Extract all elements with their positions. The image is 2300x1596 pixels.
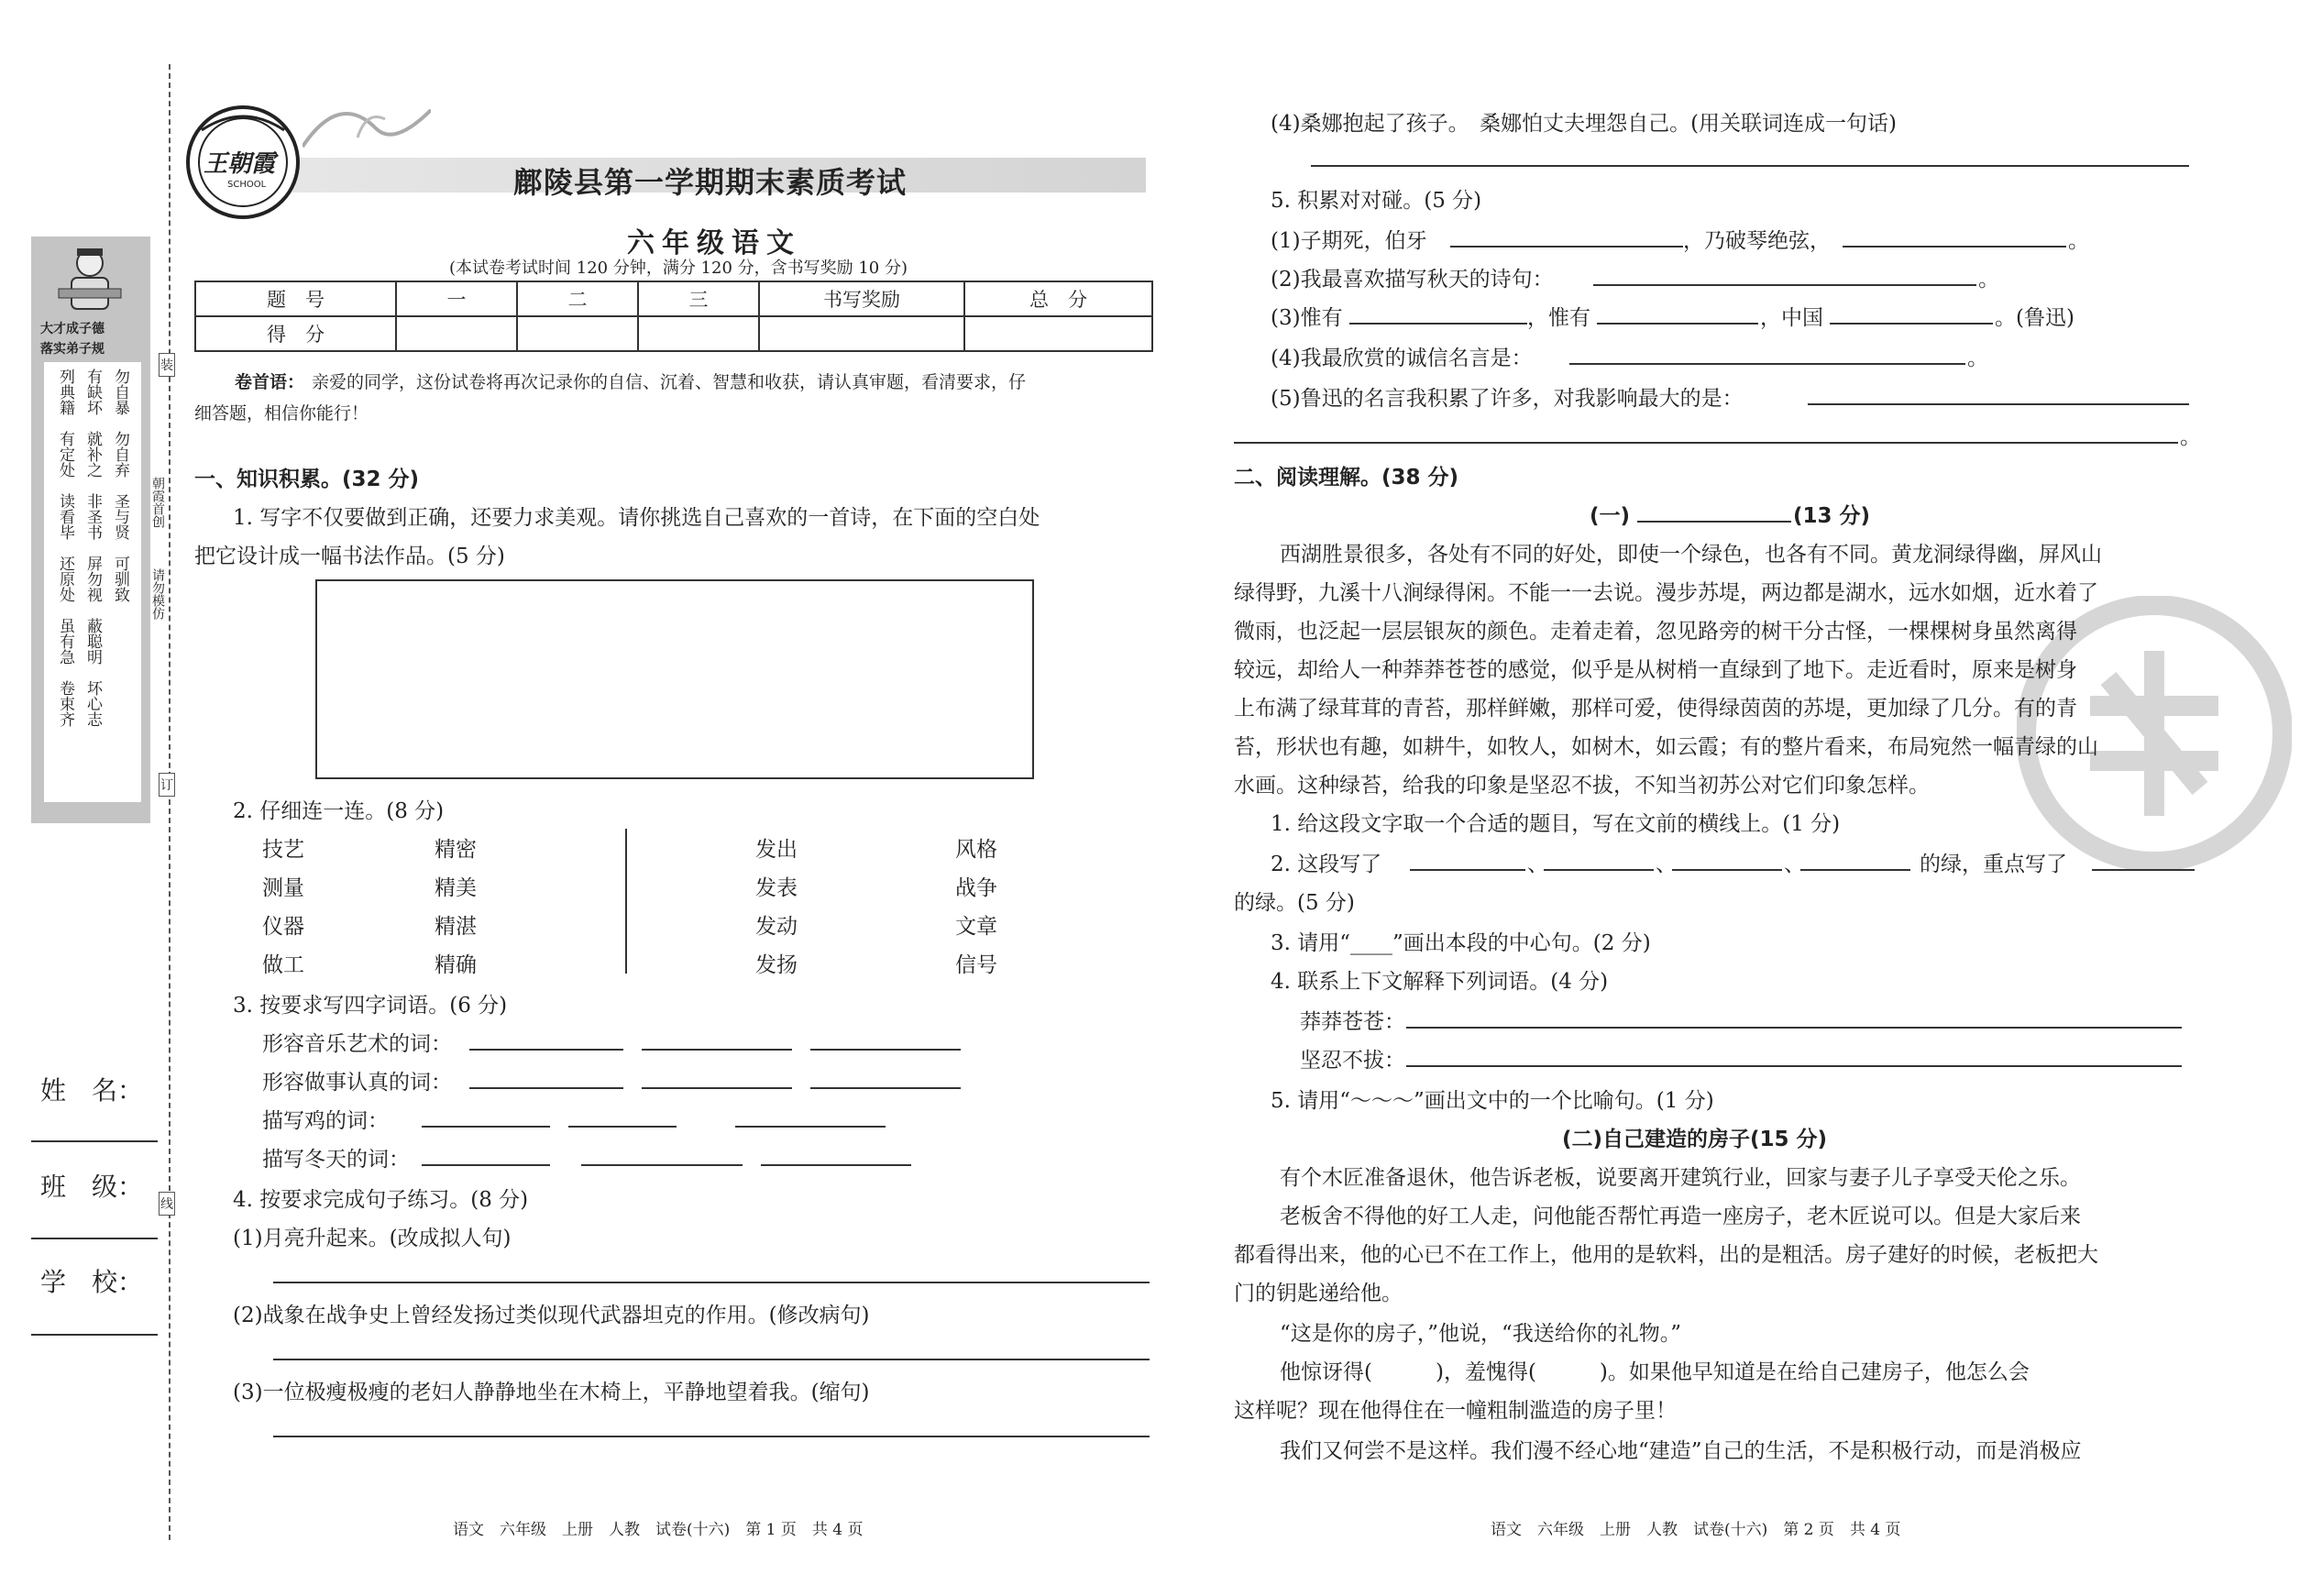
q4-3-answer[interactable]	[273, 1436, 1150, 1437]
q5-5-blank-1[interactable]	[1808, 403, 2189, 405]
match-right-b-3[interactable]: 文章	[955, 915, 997, 939]
q3-4-blank-3[interactable]	[761, 1164, 911, 1166]
notice-1: 朝霞首创	[150, 477, 165, 528]
q5-5-period: 。	[2180, 425, 2201, 449]
q3-item-2: 形容做事认真的词：	[262, 1071, 452, 1095]
match-left-b-1[interactable]: 精密	[435, 838, 477, 862]
score-cell[interactable]	[396, 316, 517, 351]
passage-1-line-1: 西湖胜景很多，各处有不同的好处，即使一个绿色，也各有不同。黄龙洞绿得幽，屏风山	[1280, 543, 2102, 567]
match-left-a-1[interactable]: 技艺	[262, 838, 304, 862]
sidebar-motto-1: 大才成子德	[40, 322, 105, 336]
q3-1-blank-2[interactable]	[642, 1049, 792, 1051]
q1-line-2: 把它设计成一幅书法作品。(5 分)	[194, 545, 505, 568]
score-header-writing: 书写奖励	[759, 281, 964, 316]
p1-q2-sep-2: 、	[1656, 853, 1677, 876]
q3-3-blank-2[interactable]	[568, 1126, 677, 1128]
passage-1-title-a: (一)	[1590, 504, 1631, 528]
match-left-a-4[interactable]: 做工	[262, 953, 304, 977]
match-right-a-1[interactable]: 发出	[755, 838, 798, 862]
passage-2-line-6: 他惊讶得( )，羞愧得( )。如果他早知道是在给自己建房子，他怎么会	[1280, 1360, 2030, 1384]
score-cell[interactable]	[964, 316, 1152, 351]
q3-1-blank-3[interactable]	[810, 1049, 961, 1051]
p1-q2-blank-1[interactable]	[1410, 869, 1525, 871]
q2-title: 2. 仔细连一连。(8 分)	[233, 799, 445, 823]
q3-3-blank-3[interactable]	[735, 1126, 886, 1128]
q4-2-answer[interactable]	[273, 1359, 1150, 1360]
q3-4-blank-1[interactable]	[422, 1164, 550, 1166]
match-left-a-3[interactable]: 仪器	[262, 915, 304, 939]
q3-2-blank-3[interactable]	[810, 1087, 961, 1089]
q4-1-answer[interactable]	[273, 1282, 1150, 1283]
score-header-label: 题 号	[195, 281, 396, 316]
match-right-a-3[interactable]: 发动	[755, 915, 798, 939]
q3-3-blank-1[interactable]	[422, 1126, 550, 1128]
footer-right: 语文 六年级 上册 人教 试卷(十六) 第 2 页 共 4 页	[1491, 1521, 1901, 1539]
q5-2-period: 。	[1978, 268, 1999, 292]
school-label: 学 校：	[40, 1267, 144, 1297]
passage-2-line-4: 门的钥匙递给他。	[1234, 1282, 1403, 1305]
q3-item-3: 描写鸡的词：	[262, 1109, 389, 1133]
p1-q2-blank-4[interactable]	[1800, 869, 1910, 871]
q5-3-blank-1[interactable]	[1349, 323, 1527, 325]
q5-1-blank-1[interactable]	[1450, 246, 1683, 248]
intro-label: 卷首语：	[235, 372, 305, 392]
exam-title: 鄜陵县第一学期期末素质考试	[513, 165, 908, 200]
banner-decoration-icon	[303, 101, 431, 156]
q4-3: (3)一位极瘦极瘦的老妇人静静地坐在木椅上，平静地望着我。(缩句)	[233, 1381, 870, 1404]
passage-1-line-4: 较远，却给人一种莽莽苍苍的感觉，似乎是从树梢一直绿到了地下。走近看时，原来是树身	[1234, 658, 2077, 682]
match-right-b-1[interactable]: 风格	[955, 838, 997, 862]
p1-q5: 5. 请用“～～～”画出文中的一个比喻句。(1 分)	[1271, 1089, 1714, 1113]
passage-2-title: (二)自己建造的房子(15 分)	[1562, 1128, 1828, 1151]
exam-note: (本试卷考试时间 120 分钟，满分 120 分，含书写奖励 10 分)	[449, 259, 908, 278]
q4-1: (1)月亮升起来。(改成拟人句)	[233, 1227, 512, 1250]
q5-3-a: (3)惟有	[1271, 306, 1343, 330]
score-cell[interactable]	[638, 316, 759, 351]
p1-q2-blank-5[interactable]	[2092, 869, 2195, 871]
q5-3-blank-3[interactable]	[1830, 323, 1993, 325]
passage-1-line-7: 水画。这种绿苔，给我的印象是坚忍不拔，不知当初苏公对它们印象怎样。	[1234, 774, 1930, 798]
q5-1-c: 。	[2068, 229, 2089, 253]
subject-title: 六年级语文	[627, 227, 801, 259]
match-right-a-4[interactable]: 发扬	[755, 953, 798, 977]
q4-4: (4)桑娜抱起了孩子。 桑娜怕丈夫埋怨自己。(用关联词连成一句话)	[1271, 112, 1898, 136]
q5-title: 5. 积累对对碰。(5 分)	[1271, 189, 1482, 213]
p1-q1: 1. 给这段文字取一个合适的题目，写在文前的横线上。(1 分)	[1271, 812, 1841, 836]
q3-2-blank-2[interactable]	[642, 1087, 792, 1089]
logo-text: 王朝霞	[204, 150, 276, 178]
q3-item-1: 形容音乐艺术的词：	[262, 1032, 452, 1056]
sidebar-figure-icon	[53, 243, 127, 316]
match-left-b-2[interactable]: 精美	[435, 876, 477, 900]
sidebar-poem-col-1: 勿自暴 勿自弃 圣与贤 可驯致	[111, 369, 129, 602]
passage-2-line-8: 我们又何尝不是这样。我们漫不经心地“建造”自己的生活，不是积极行动，而是消极应	[1280, 1439, 2082, 1463]
p1-q2-b: 的绿，重点写了	[1920, 853, 2067, 876]
passage-2-line-5: “这是你的房子，”他说，“我送给你的礼物。”	[1280, 1322, 1682, 1346]
passage-2-line-2: 老板舍不得他的好工人走，问他能否帮忙再造一座房子，老木匠说可以。但是大家后来	[1280, 1205, 2081, 1228]
match-right-b-2[interactable]: 战争	[955, 876, 997, 900]
cut-mark-3: 线	[159, 1192, 175, 1216]
q4-4-answer[interactable]	[1311, 165, 2189, 167]
p1-q3: 3. 请用“____”画出本段的中心句。(2 分)	[1271, 931, 1651, 955]
cut-mark-1: 装	[159, 353, 175, 377]
cut-mark-2: 订	[159, 773, 175, 797]
passage-1-line-2: 绿得野，九溪十八涧绿得闲。不能一一去说。漫步苏堤，两边都是湖水，远水如烟，近水着了	[1234, 581, 2098, 605]
match-right-a-2[interactable]: 发表	[755, 876, 798, 900]
p1-q4-word-2: 坚忍不拔：	[1300, 1049, 1405, 1073]
score-header-2: 二	[517, 281, 638, 316]
calligraphy-box[interactable]	[315, 579, 1034, 779]
q5-3-d: 。(鲁迅)	[1995, 306, 2074, 330]
p1-q2-blank-3[interactable]	[1672, 869, 1782, 871]
binding-line	[169, 64, 171, 1540]
passage-2-line-1: 有个木匠准备退休，他告诉老板，说要离开建筑行业，回家与妻子儿子享受天伦之乐。	[1280, 1166, 2081, 1190]
class-label: 班 级：	[40, 1172, 144, 1202]
sidebar-motto-2: 落实弟子规	[40, 342, 105, 357]
q3-1-blank-1[interactable]	[469, 1049, 623, 1051]
passage-1-line-6: 苔，形状也有趣，如耕牛，如牧人，如树木，如云霞；有的整片看来，布局宛然一幅青绿的山	[1234, 735, 2098, 759]
q3-4-blank-2[interactable]	[581, 1164, 743, 1166]
intro-line-2: 细答题，相信你能行！	[194, 403, 369, 424]
footer-left: 语文 六年级 上册 人教 试卷(十六) 第 1 页 共 4 页	[453, 1521, 864, 1539]
match-left-b-3[interactable]: 精湛	[435, 915, 477, 939]
passage-2-line-7: 这样呢？现在他得住在一幢粗制滥造的房子里！	[1234, 1399, 1677, 1423]
q5-2-blank[interactable]	[1593, 284, 1976, 286]
name-field[interactable]	[31, 1140, 158, 1142]
passage-1-line-5: 上布满了绿茸茸的青苔，那样鲜嫩，那样可爱，使得绿茵茵的苏堤，更加绿了几分。有的青	[1234, 697, 2077, 721]
p1-q4-word-1: 莽莽苍苍：	[1300, 1010, 1405, 1034]
score-header-1: 一	[396, 281, 517, 316]
score-table	[194, 281, 1153, 352]
score-cell[interactable]	[759, 316, 964, 351]
match-divider	[625, 829, 627, 974]
q5-3-b: ，惟有	[1527, 306, 1590, 330]
q1-line-1: 1. 写字不仅要做到正确，还要力求美观。请你挑选自己喜欢的一首诗，在下面的空白处	[233, 506, 1040, 530]
logo-subtext: SCHOOL	[227, 180, 267, 190]
p1-q2-sep-3: 、	[1784, 853, 1805, 876]
name-label: 姓 名：	[40, 1075, 144, 1106]
class-field[interactable]	[31, 1238, 158, 1239]
q3-2-blank-1[interactable]	[469, 1087, 623, 1089]
p1-q4: 4. 联系上下文解释下列词语。(4 分)	[1271, 970, 1609, 994]
section-1-title: 一、知识积累。(32 分)	[194, 468, 420, 491]
sidebar-poem-col-3: 列典籍 有定处 读看毕 还原处 虽有急 卷束齐	[56, 369, 74, 727]
q5-1-b: ，乃破琴绝弦，	[1683, 229, 1831, 253]
notice-2: 请勿模仿	[150, 568, 165, 620]
p1-q2-a: 2. 这段写了	[1271, 853, 1382, 876]
q5-3-c: ，中国	[1760, 306, 1823, 330]
score-header-total: 总 分	[964, 281, 1152, 316]
q5-3-blank-2[interactable]	[1597, 323, 1758, 325]
passage-1-title-b: (13 分)	[1793, 504, 1871, 528]
q4-title: 4. 按要求完成句子练习。(8 分)	[233, 1188, 529, 1212]
p1-q2-blank-2[interactable]	[1544, 869, 1654, 871]
match-left-a-2[interactable]: 测量	[262, 876, 304, 900]
passage-1-line-3: 微雨，也泛起一层层银灰的颜色。走着走着，忽见路旁的树干分古怪，一棵棵树身虽然离得	[1234, 620, 2077, 644]
p1-q2-c: 的绿。(5 分)	[1234, 891, 1355, 915]
section-2-title: 二、阅读理解。(38 分)	[1234, 466, 1459, 490]
q5-1-a: (1)子期死，伯牙	[1271, 229, 1427, 253]
score-row-label: 得 分	[195, 316, 396, 351]
q5-4-period: 。	[1967, 347, 1988, 370]
q5-2: (2)我最喜欢描写秋天的诗句：	[1271, 268, 1554, 292]
q5-5-blank-2[interactable]	[1234, 442, 2178, 444]
p1-q2-sep-1: 、	[1527, 853, 1548, 876]
passage-2-line-3: 都看得出来，他的心已不在工作上，他用的是软料，出的是粗活。房子建好的时候，老板把大	[1234, 1243, 2098, 1267]
p1-q4-answer-1[interactable]	[1406, 1027, 2182, 1029]
q4-2: (2)战象在战争史上曾经发扬过类似现代武器坦克的作用。(修改病句)	[233, 1304, 870, 1327]
match-left-b-4[interactable]: 精确	[435, 953, 477, 977]
q5-4-blank[interactable]	[1569, 363, 1965, 365]
q5-1-blank-2[interactable]	[1843, 246, 2066, 248]
passage-1-title-blank[interactable]	[1637, 521, 1791, 523]
match-right-b-4[interactable]: 信号	[955, 953, 997, 977]
score-cell[interactable]	[517, 316, 638, 351]
q5-5: (5)鲁迅的名言我积累了许多，对我影响最大的是：	[1271, 387, 1744, 411]
sidebar-poem-col-2: 有缺坏 就补之 非圣书 屏勿视 蔽聪明 坏心志	[83, 369, 102, 727]
school-field[interactable]	[31, 1334, 158, 1336]
q5-4: (4)我最欣赏的诚信名言是：	[1271, 347, 1533, 370]
intro-line-1: 亲爱的同学，这份试卷将再次记录你的自信、沉着、智慧和收获，请认真审题，看清要求，仔	[312, 372, 1027, 392]
q3-title: 3. 按要求写四字词语。(6 分)	[233, 994, 508, 1018]
score-header-3: 三	[638, 281, 759, 316]
q3-item-4: 描写冬天的词：	[262, 1148, 410, 1172]
p1-q4-answer-2[interactable]	[1406, 1065, 2182, 1067]
